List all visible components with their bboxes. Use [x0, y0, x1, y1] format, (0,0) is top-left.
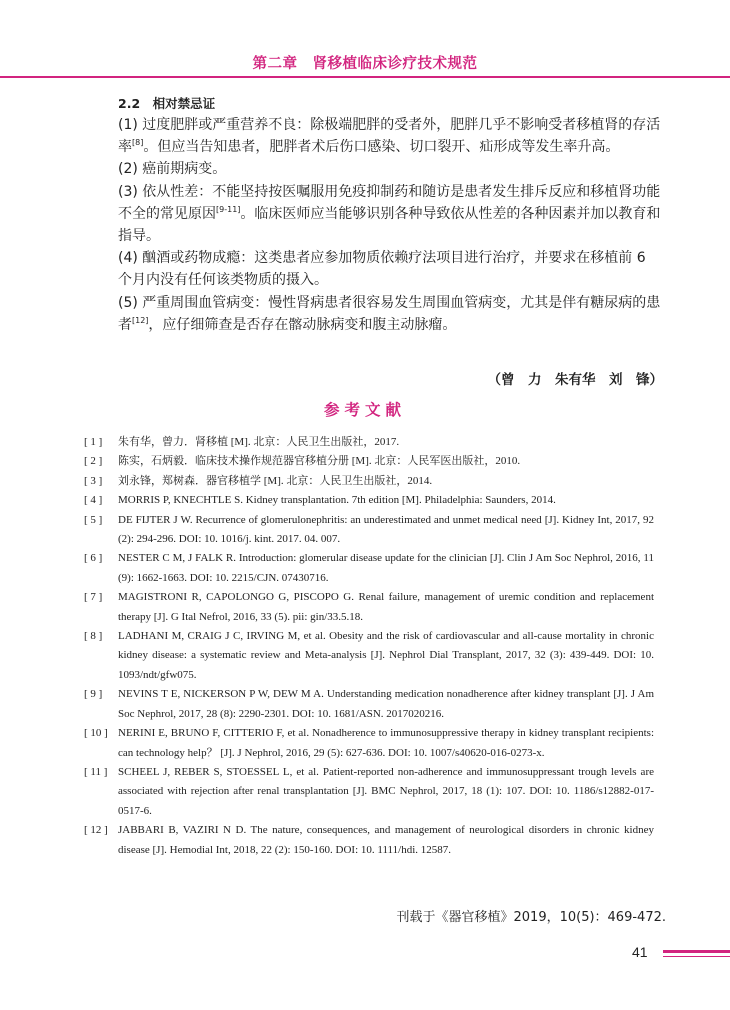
reference-text: NERINI E, BRUNO F, CITTERIO F, et al. Nonadherence to immunosuppressive therapy in kidney transplant recipients: can technology help？ [J]. J Nephrol, 2016, 29 (5): 627-636. DOI: 10. 1007/s40620-016-0273-x. [118, 727, 654, 759]
header-divider [0, 76, 730, 78]
reference-number: [ 7 ] [84, 591, 103, 604]
footer-accent-bar [663, 950, 730, 953]
reference-number: [ 8 ] [84, 630, 103, 643]
citation-ref: [9-11] [216, 204, 241, 214]
reference-text: 刘永锋，郑树森．器官移植学 [M]. 北京：人民卫生出版社，2014. [118, 474, 433, 487]
reference-number: [ 9 ] [84, 688, 103, 701]
reference-text: DE FIJTER J W. Recurrence of glomerulonephritis: an underestimated and unmet medical need [J]. Kidney Int, 2017, 92 (2): 294-296. DOI: 10. 1016/j. kint. 2017. 04. 007. [118, 513, 654, 546]
reference-number: [ 2 ] [84, 455, 103, 468]
paragraph-5: (5) 严重周围血管病变：慢性肾病患者很容易发生周围血管病变，尤其是伴有糖尿病的患者[12]，应仔细筛查是否存在髂动脉病变和腹主动脉瘤。 [118, 294, 661, 333]
reference-number: [ 11 ] [84, 765, 108, 778]
reference-item [84, 821, 654, 860]
reference-text: JABBARI B, VAZIRI N D. The nature, consequences, and management of neurological disorders in chronic kidney disease [J]. Hemodial Int, 2018, 22 (2): 150-160. DOI: 10. 1111/hdi. 12587. [118, 824, 654, 856]
reference-text: MAGISTRONI R, CAPOLONGO G, PISCOPO G. Renal failure, management of uremic condition and replacement therapy [J]. G Ital Nefrol, 2016, 33 (5). pii: gin/33.5.18. [118, 591, 654, 623]
paragraph-3: (3) 依从性差：不能坚持按医嘱服用免疫抑制药和随访是患者发生排斥反应和移植肾功能不全的常见原因[9-11]。临床医师应当能够识别各种导致依从性差的各种因素并加以教育和指导。 [118, 183, 661, 245]
section-heading: 2.2 相对禁忌证 [118, 96, 216, 111]
reference-item [84, 627, 654, 685]
reference-text: 朱有华，曾力．肾移植 [M]. 北京：人民卫生出版社，2017. [118, 436, 400, 448]
reference-item [84, 491, 654, 510]
reference-item [84, 511, 654, 550]
authors-line: （曾 力 朱有华 刘 锋） [487, 372, 663, 388]
paragraph-2: (2) 癌前期病变。 [118, 161, 227, 178]
citation-ref: [8] [132, 138, 144, 148]
reference-text: SCHEEL J, REBER S, STOESSEL L, et al. Patient-reported non-adherence and immunosuppressant trough levels are associated with rejection after renal transplantation [J]. BMC Nephrol, 2017, 18 (1): 107. DOI: 10. 1186/s12882-017-0517-6. [118, 765, 654, 817]
section-body [118, 114, 663, 336]
reference-item [84, 452, 654, 471]
paragraph-4: (4) 酗酒或药物成瘾：这类患者应参加物质依赖疗法项目进行治疗，并要求在移植前 6 个月内没有任何该类物质的摄入。 [118, 250, 646, 289]
footer-accent-line [663, 956, 730, 957]
reference-number: [ 5 ] [84, 513, 103, 526]
reference-number: [ 6 ] [84, 552, 103, 565]
reference-number: [ 12 ] [84, 824, 108, 837]
reference-item [84, 433, 654, 452]
reference-item [84, 472, 654, 491]
reference-number: [ 3 ] [84, 474, 103, 487]
page-number: 41 [632, 944, 648, 960]
reference-text: NEVINS T E, NICKERSON P W, DEW M A. Understanding medication nonadherence after kidney transplant [J]. J Am Soc Nephrol, 2017, 28 (8): 2290-2301. DOI: 10. 1681/ASN. 2017020216. [118, 688, 654, 720]
reference-item [84, 588, 654, 627]
reference-item [84, 685, 654, 724]
citation-ref: [12] [132, 315, 149, 325]
reference-item [84, 549, 654, 588]
paragraph-1: (1) 过度肥胖或严重营养不良：除极端肥胖的受者外，肥胖几乎不影响受者移植肾的存活率[8]。但应当告知患者，肥胖者术后伤口感染、切口裂开、疝形成等发生率升高。 [118, 117, 661, 156]
reference-number: [ 1 ] [84, 436, 103, 448]
reference-text: NESTER C M, J FALK R. Introduction: glomerular disease update for the clinician [J]. Clin J Am Soc Nephrol, 2016, 11 (9): 1662-1663. DOI: 10. 2215/CJN. 07430716. [118, 552, 654, 584]
publication-citation: 刊载于《器官移植》2019，10(5)：469-472. [396, 910, 666, 925]
reference-item [84, 763, 654, 821]
reference-text: 陈实，石炳毅．临床技术操作规范器官移植分册 [M]. 北京：人民军医出版社，2010. [118, 455, 521, 468]
reference-number: [ 10 ] [84, 727, 108, 740]
chapter-header-title: 第二章 肾移植临床诊疗技术规范 [252, 56, 478, 72]
references-title: 参考文献 [323, 401, 406, 419]
reference-number: [ 4 ] [84, 494, 103, 507]
reference-text: MORRIS P, KNECHTLE S. Kidney transplantation. 7th edition [M]. Philadelphia: Saunders, 2014. [118, 494, 556, 507]
reference-list [84, 433, 654, 860]
reference-text: LADHANI M, CRAIG J C, IRVING M, et al. Obesity and the risk of cardiovascular and all-cause mortality in chronic kidney disease: a systematic review and Meta-analysis [J]. Nephrol Dial Transplant, 2017, 32 (3): 439-449. DOI: 10. 1093/ndt/gfw075. [118, 630, 654, 681]
reference-item [84, 724, 654, 763]
